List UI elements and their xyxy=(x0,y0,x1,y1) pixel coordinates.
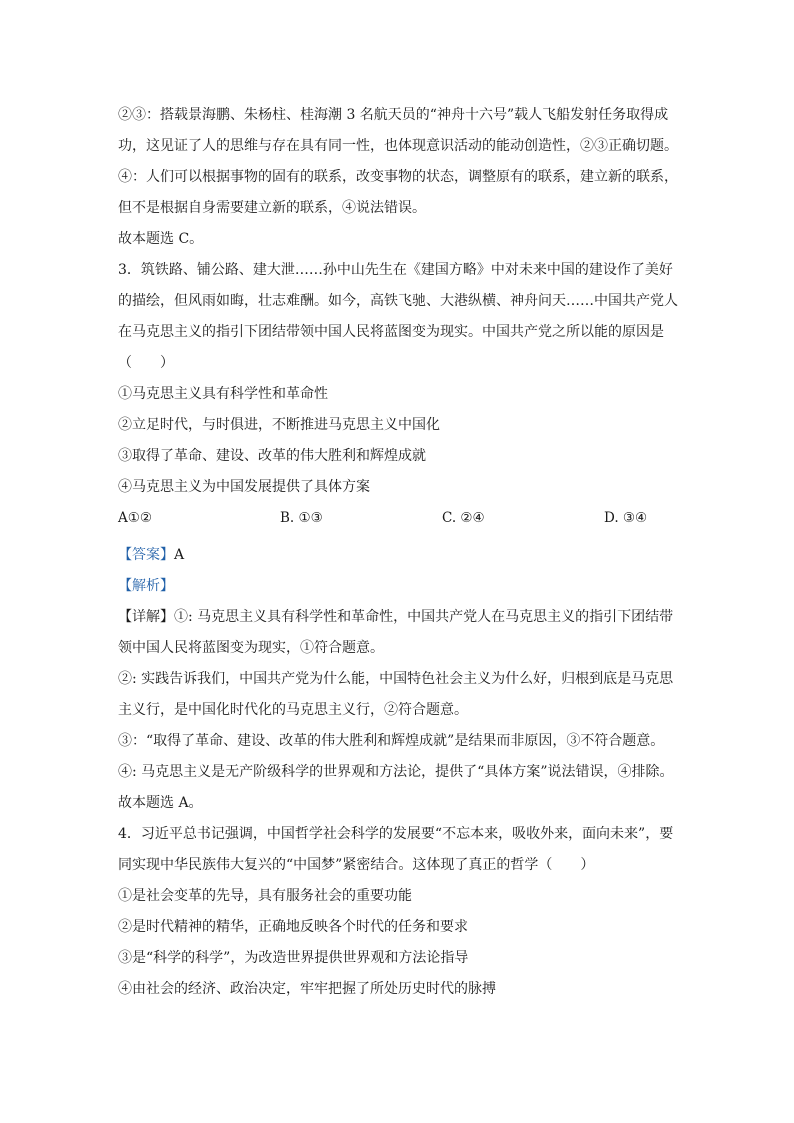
text-line: 故本题选 C。 xyxy=(118,231,204,247)
statement-1: ①是社会变革的先导，具有服务社会的重要功能 xyxy=(118,888,412,904)
answer-bracket: （ ） xyxy=(118,355,174,371)
analysis-tag: 【解析】 xyxy=(118,578,174,594)
text-line: ②③：搭载景海鹏、朱杨柱、桂海潮 3 名航天员的“神舟十六号”载人飞船发射任务取得成 xyxy=(118,107,669,123)
answer-tag: 【答案】 xyxy=(118,547,174,563)
answer-line xyxy=(118,540,680,571)
statement-3: ③取得了革命、建设、改革的伟大胜利和辉煌成就 xyxy=(118,448,426,464)
question-stem-line: 在马克思主义的指引下团结带领中国人民将蓝图变为现实。中国共产党之所以能的原因是 xyxy=(118,324,664,340)
text-line: ④：人们可以根据事物的固有的联系，改变事物的状态，调整原有的联系，建立新的联系， xyxy=(118,169,678,185)
text-line: 功，这见证了人的思维与存在具有同一性，也体现意识活动的能动创造性，②③正确切题。 xyxy=(118,138,678,154)
text-line: 故本题选 A。 xyxy=(118,795,203,811)
document-page xyxy=(118,100,680,1005)
statement-2: ②立足时代，与时俱进，不断推进马克思主义中国化 xyxy=(118,417,440,433)
question-stem-line: 的描绘，但风雨如晦，壮志难酬。如今，高铁飞驰、大港纵横、神舟问天……中国共产党人 xyxy=(118,293,678,309)
statement-4: ④马克思主义为中国发展提供了具体方案 xyxy=(118,479,370,495)
detail-line xyxy=(118,602,680,633)
question-stem-line: 4．习近平总书记强调，中国哲学社会科学的发展要“不忘本来，吸收外来，面向未来”，要 xyxy=(118,826,674,842)
question-3 xyxy=(118,255,680,819)
choice-options xyxy=(118,503,680,534)
question-stem-line: 3．筑铁路、铺公路、建大泄……孙中山先生在《建国方略》中对未来中国的建设作了美好 xyxy=(118,262,673,278)
previous-question-analysis xyxy=(118,100,680,255)
text-line: ③：“取得了革命、建设、改革的伟大胜利和辉煌成就”是结果而非原因，③不符合题意。 xyxy=(118,733,665,749)
option-a: A①② xyxy=(118,510,152,526)
text-line: 主义行，是中国化时代化的马克思主义行，②符合题意。 xyxy=(118,702,468,718)
analysis-line xyxy=(118,571,680,602)
text-line: 但不是根据自身需要建立新的联系，④说法错误。 xyxy=(118,200,426,216)
statement-4: ④由社会的经济、政治决定，牢牢把握了所处历史时代的脉搏 xyxy=(118,981,496,997)
option-c: C. ②④ xyxy=(442,510,485,526)
text-line: ②: 实践告诉我们，中国共产党为什么能，中国特色社会主义为什么好，归根到底是马克思 xyxy=(118,671,674,687)
text-line: ④: 马克思主义是无产阶级科学的世界观和方法论，提供了“具体方案”说法错误，④排除。 xyxy=(118,764,674,780)
option-d: D. ③④ xyxy=(604,510,648,526)
statement-2: ②是时代精神的精华，正确地反映各个时代的任务和要求 xyxy=(118,919,468,935)
detail-text: ①: 马克思主义具有科学性和革命性，中国共产党人在马克思主义的指引下团结带 xyxy=(174,609,674,625)
answer-value: A xyxy=(174,547,185,563)
question-4 xyxy=(118,819,680,1005)
question-stem-line: 同实现中华民族伟大复兴的“中国梦”紧密结合。这体现了真正的哲学（ ） xyxy=(118,857,595,873)
text-line: 领中国人民将蓝图变为现实，①符合题意。 xyxy=(118,640,384,656)
statement-3: ③是“科学的科学”，为改造世界提供世界观和方法论指导 xyxy=(118,950,469,966)
statement-1: ①马克思主义具有科学性和革命性 xyxy=(118,386,328,402)
detail-tag: 【详解】 xyxy=(118,609,174,625)
option-b: B. ①③ xyxy=(280,510,323,526)
